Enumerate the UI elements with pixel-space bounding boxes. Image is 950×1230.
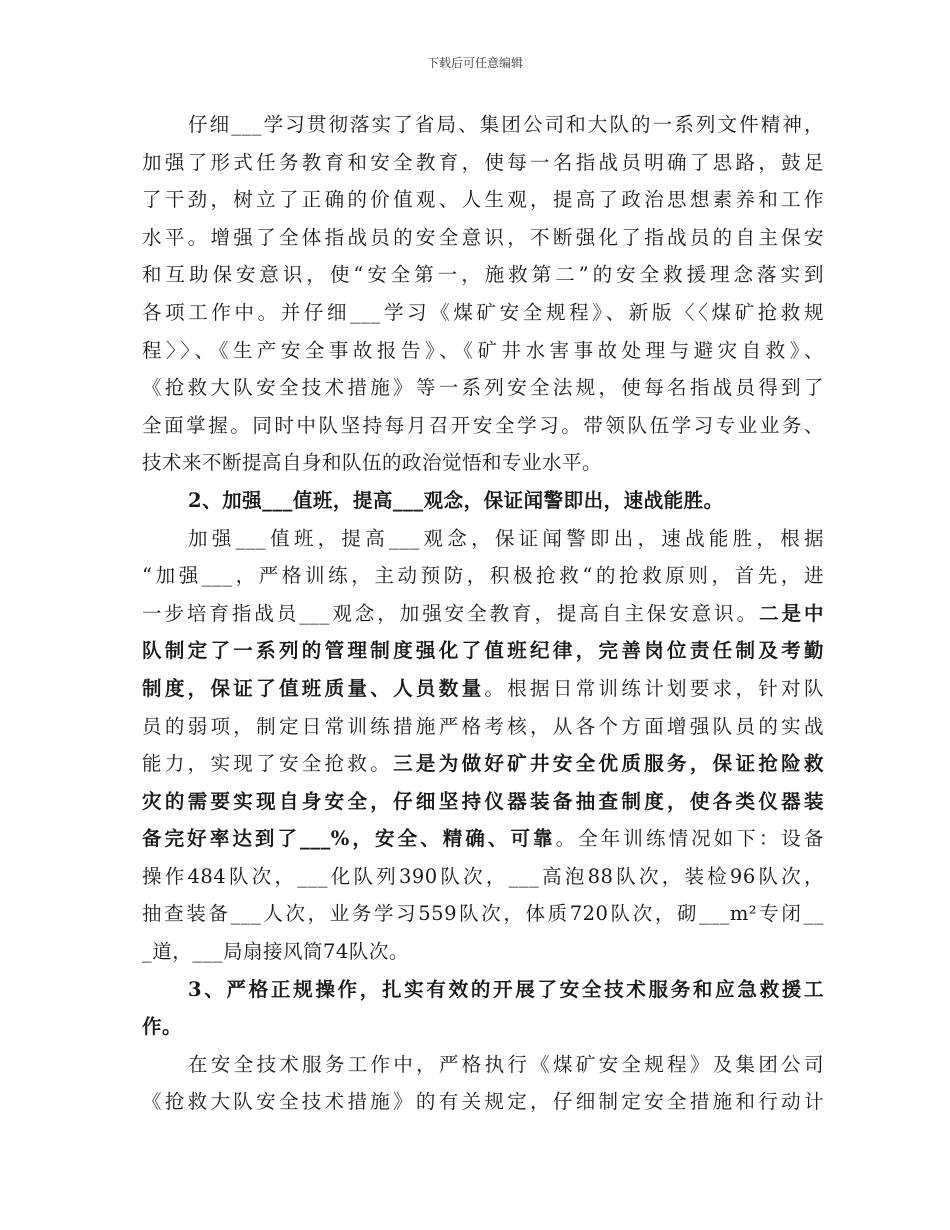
bold-text-segment: 制度，保证了值班质量、人员数量 [142,676,485,700]
bold-text-line: 灾的需要实现自身安全，仔细坚持仪器装备抽查制度，使各类仪器装 [142,789,824,813]
text-line: 员的弱项，制定日常训练措施严格考核，从各个方面增强队员的实战 [142,714,824,738]
text-line: 加强了形式任务教育和安全教育，使每一名指战员明确了思路，鼓足 [142,150,824,174]
text-line: _道，___局扇接风筒74队次。 [142,940,409,964]
text-line [142,670,824,708]
text-line: 《抢救大队安全技术措施》的有关规定，仔细制定安全措施和行动计 [142,1090,824,1114]
text-line: 各项工作中。并仔细___学习《煤矿安全规程》、新版〈〈煤矿抢救规 [142,300,824,324]
text-line [142,595,824,633]
text-line [142,745,824,783]
text-line: 了干劲，树立了正确的价值观、人生观，提高了政治思想素养和工作 [142,188,824,212]
section-heading-3: 3、严格正规操作，扎实有效的开展了安全技术服务和应急救援工 [188,977,824,1001]
text-line: 在安全技术服务工作中，严格执行《煤矿安全规程》及集团公司 [188,1052,824,1076]
text-segment: 一步培育指战员___观念，加强安全教育，提高自主保安意识。 [142,601,760,625]
text-line: 技术来不断提高自身和队伍的政治觉悟和专业水平。 [142,451,603,475]
bold-text-segment: 备完好率达到了___%，安全、精确、可靠 [142,827,556,851]
bold-text-line: 队制定了一系列的管理制度强化了值班纪律，完善岗位责任制及考勤 [142,639,824,663]
text-line: 《抢救大队安全技术措施》等一系列安全法规，使每名指战员得到了 [142,376,824,400]
section-heading-3-cont: 作。 [142,1015,183,1039]
text-line: 水平。增强了全体指战员的安全意识，不断强化了指战员的自主保安 [142,225,824,249]
bold-text-segment: 三是为做好矿井安全优质服务，保证抢险救 [393,752,824,776]
bold-text-segment: 二是中 [759,601,824,625]
text-segment: 。根据日常训练计划要求，针对队 [484,676,824,700]
text-line: 抽查装备___人次，业务学习559队次，体质720队次，砌___m²专闭__ [142,902,824,926]
section-heading-2: 2、加强___值班，提高___观念，保证闻警即出，速战能胜。 [188,488,724,512]
text-segment: 能力，实现了安全抢救。 [142,752,394,776]
text-line: 操作484队次，___化队列390队次，___高泡88队次，装检96队次， [142,864,824,888]
body-text [142,106,824,1121]
text-line: 程〉〉、《生产安全事故报告》、《矿井水害事故处理与避灾自救》、 [142,338,824,362]
text-segment: 。全年训练情况如下：设备 [555,827,824,851]
text-line: “加强___，严格训练，主动预防，积极抢救“的抢救原则，首先，进 [142,564,824,588]
text-line: 和互助保安意识，使“安全第一，施救第二”的安全救援理念落实到 [142,263,824,287]
text-line: 全面掌握。同时中队坚持每月召开安全学习。带领队伍学习专业业务、 [142,413,824,437]
page-header: 下载后可任意编辑 [426,56,523,70]
text-line [142,820,824,858]
text-line: 加强___值班，提高___观念，保证闻警即出，速战能胜，根据 [188,526,824,550]
text-line: 仔细___学习贯彻落实了省局、集团公司和大队的一系列文件精神， [188,113,824,136]
